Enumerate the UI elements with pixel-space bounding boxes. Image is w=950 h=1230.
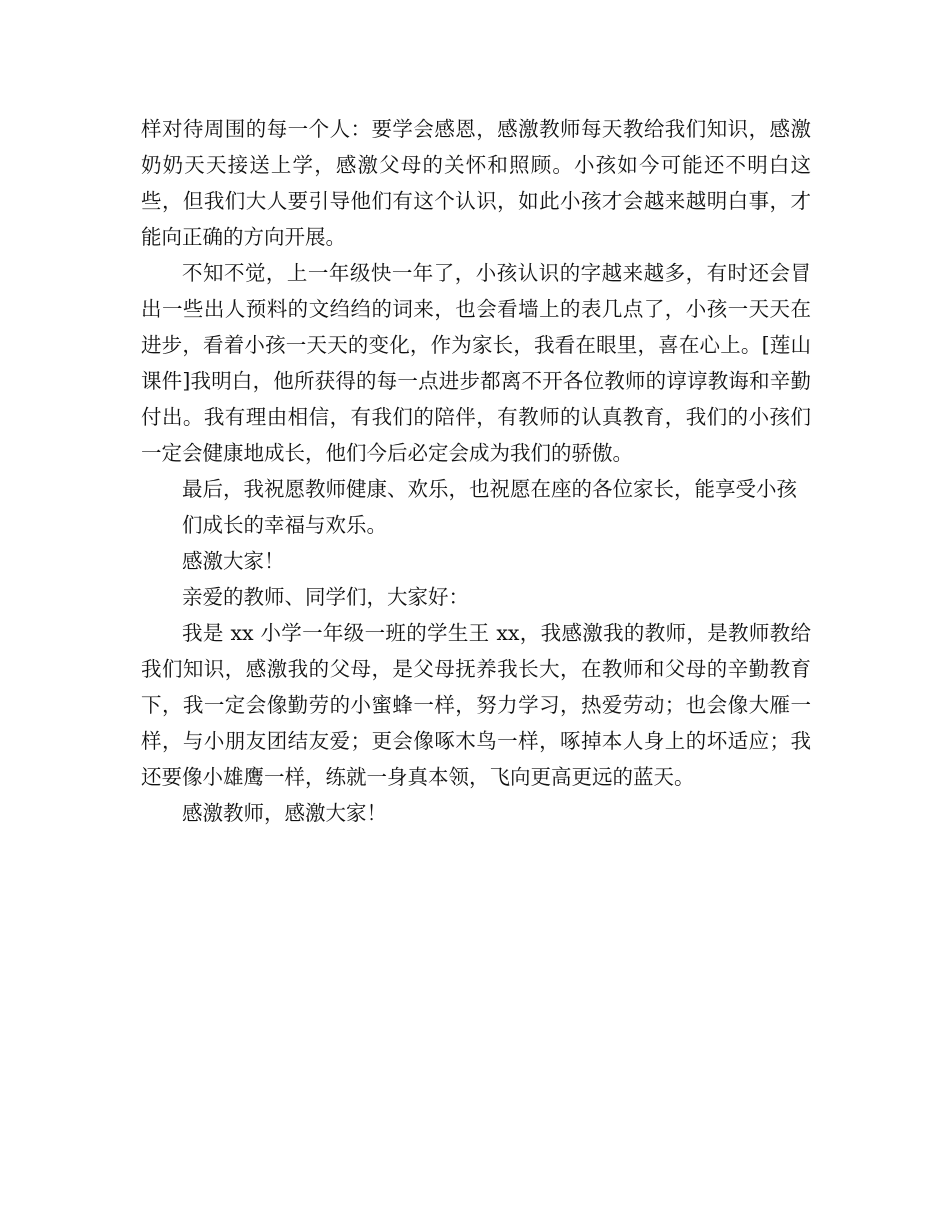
paragraph-closing: 感激教师，感激大家！ [182,801,387,825]
paragraph-greeting: 亲爱的教师、同学们，大家好： [182,585,469,609]
document-body [141,111,811,831]
paragraph-student-speech: 我是 xx 小学一年级一班的学生王 xx，我感激我的教师，是教师教给我们知识，感激我的父母，是父母抚养我长大，在教师和父母的辛勤教育下，我一定会像勤劳的小蜜蜂一样，努力学习，热爱劳动；也会像大雁一样，与小朋友团结友爱；更会像啄木鸟一样，啄掉本人身上的坏适应；我还要像小雄鹰一样，练就一身真本领，飞向更高更远的蓝天。 [141,621,811,789]
paragraph-thanks-all: 感激大家！ [182,549,285,573]
paragraph-continuation: 样对待周围的每一个人：要学会感恩，感激教师每天教给我们知识，感激奶奶天天接送上学，感激父母的关怀和照顾。小孩如今可能还不明白这些，但我们大人要引导他们有这个认识，如此小孩才会越来越明白事，才能向正确的方向开展。 [141,117,811,249]
paragraph-wishes: 最后，我祝愿教师健康、欢乐，也祝愿在座的各位家长，能享受小孩们成长的幸福与欢乐。 [182,477,797,537]
paragraph-progress: 不知不觉，上一年级快一年了，小孩认识的字越来越多，有时还会冒出一些出人预料的文绉绉的词来，也会看墙上的表几点了，小孩一天天在进步，看着小孩一天天的变化，作为家长，我看在眼里，喜在心上。[莲山课件]我明白，他所获得的每一点进步都离不开各位教师的谆谆教诲和辛勤付出。我有理由相信，有我们的陪伴，有教师的认真教育，我们的小孩们一定会健康地成长，他们今后必定会成为我们的骄傲。 [141,261,811,465]
